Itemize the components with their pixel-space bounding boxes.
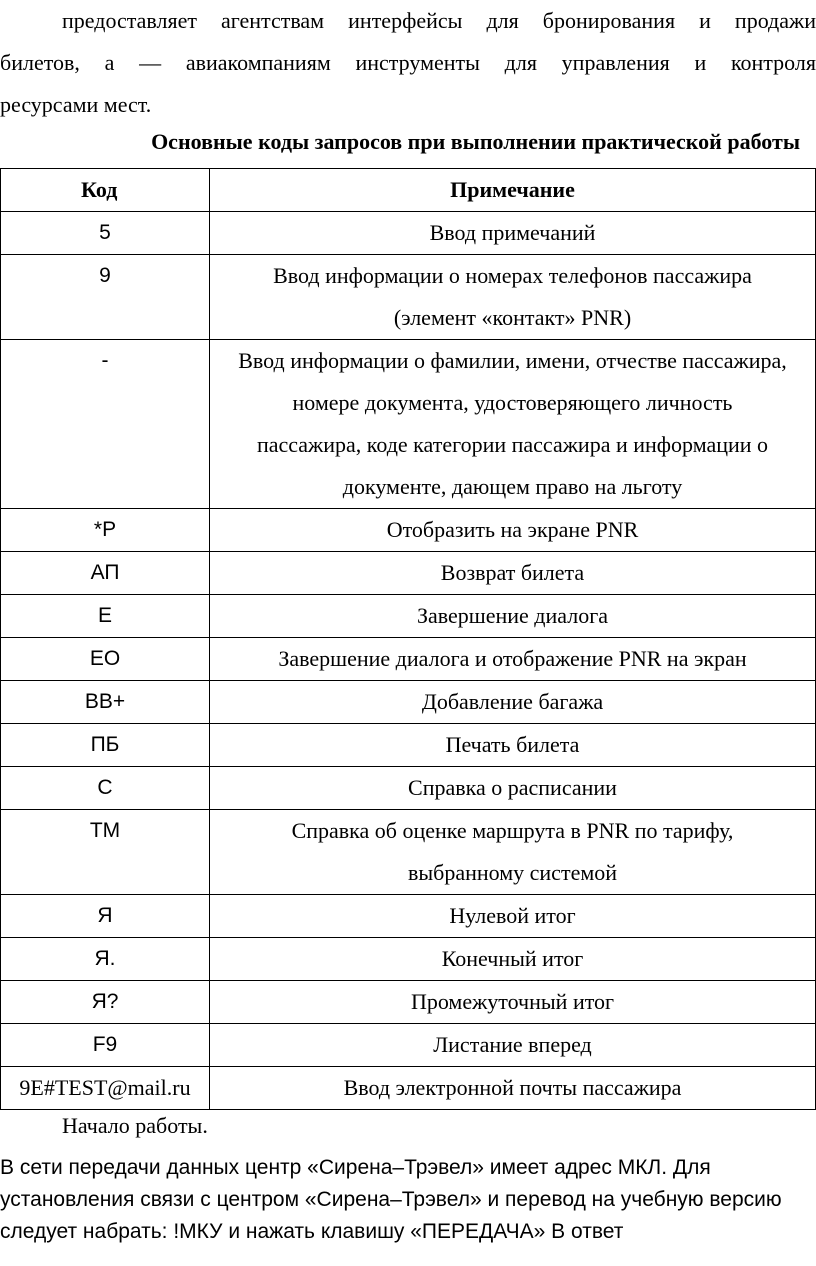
table-row [1, 255, 816, 340]
table-row [1, 681, 816, 724]
row-code: 9E#TEST@mail.ru [1, 1067, 210, 1110]
row-note: Конечный итог [210, 938, 816, 981]
table-row [1, 340, 816, 509]
row-code: ТМ [1, 810, 210, 895]
table-row [1, 552, 816, 595]
header-note: Примечание [210, 169, 816, 212]
table-caption: Основные коды запросов при выполнении практической работы [151, 129, 800, 154]
row-code: Я. [1, 938, 210, 981]
row-note: Ввод примечаний [210, 212, 816, 255]
row-note: Возврат билета [210, 552, 816, 595]
row-note: Ввод информации о фамилии, имени, отчестве пассажира, номере документа, удостоверяющего личность пассажира, коде категории пассажира и информации о документе, дающем право на льготу [210, 340, 816, 509]
row-code: С [1, 767, 210, 810]
row-note: Нулевой итог [210, 895, 816, 938]
table-row [1, 1024, 816, 1067]
table-header-row [1, 169, 816, 212]
table-row [1, 595, 816, 638]
row-note: Листание вперед [210, 1024, 816, 1067]
table-row [1, 1067, 816, 1110]
row-note: Завершение диалога и отображение PNR на экран [210, 638, 816, 681]
row-code: ПБ [1, 724, 210, 767]
table-row [1, 767, 816, 810]
row-note: Отобразить на экране PNR [210, 509, 816, 552]
row-note: Промежуточный итог [210, 981, 816, 1024]
row-code: Я [1, 895, 210, 938]
row-note: Справка об оценке маршрута в PNR по тарифу, выбранному системой [210, 810, 816, 895]
table-row [1, 509, 816, 552]
row-note: Печать билета [210, 724, 816, 767]
row-code: 9 [1, 255, 210, 340]
row-code: АП [1, 552, 210, 595]
intro-line-1: предоставляет агентствам интерфейсы для бронирования и продажи [62, 8, 816, 33]
row-note: Завершение диалога [210, 595, 816, 638]
row-code: 5 [1, 212, 210, 255]
section-start-text: Начало работы. [62, 1113, 208, 1138]
table-row [1, 895, 816, 938]
table-row [1, 981, 816, 1024]
table-row [1, 638, 816, 681]
header-code: Код [1, 169, 210, 212]
row-code: Е [1, 595, 210, 638]
intro-line-3: ресурсами мест. [0, 92, 152, 117]
row-code: F9 [1, 1024, 210, 1067]
row-note: Ввод информации о номерах телефонов пассажира (элемент «контакт» PNR) [210, 255, 816, 340]
row-note: Справка о расписании [210, 767, 816, 810]
row-code: *Р [1, 509, 210, 552]
table-row [1, 212, 816, 255]
row-note: Ввод электронной почты пассажира [210, 1067, 816, 1110]
intro-line-2: билетов, а — авиакомпаниям инструменты для управления и контроля [0, 50, 816, 75]
request-codes-table [0, 168, 816, 1110]
row-code: ВВ+ [1, 681, 210, 724]
row-note: Добавление багажа [210, 681, 816, 724]
table-row [1, 810, 816, 895]
table-row [1, 724, 816, 767]
table-row [1, 938, 816, 981]
intro-paragraph [0, 0, 816, 126]
row-code: - [1, 340, 210, 509]
row-code: ЕО [1, 638, 210, 681]
row-code: Я? [1, 981, 210, 1024]
body-paragraph: В сети передачи данных центр «Сирена–Трэвел» имеет адрес МКЛ. Для установления связи с центром «Сирена–Трэвел» и перевод на учебную версию следует набрать: !МКУ и нажать клавишу «ПЕРЕДАЧА» В ответ [0, 1156, 782, 1243]
